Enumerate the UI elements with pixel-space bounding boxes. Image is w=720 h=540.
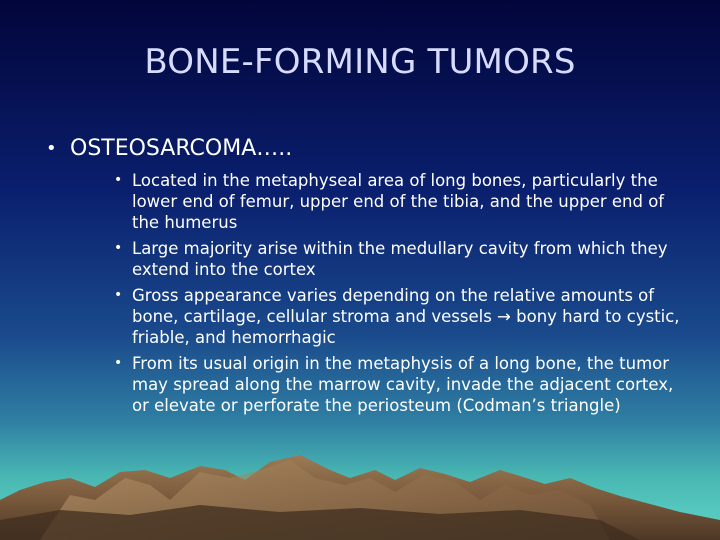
sub-bullet-list [112,170,684,421]
sub-bullet-item [112,238,684,280]
sub-bullet-text: Located in the metaphyseal area of long bones, particularly the lower end of femur, upper end of the tibia, and the upper end of the humerus [132,171,665,232]
main-bullet [46,136,292,161]
heading-text: OSTEOSARCOMA….. [70,136,293,161]
bullet-marker: • [114,240,123,256]
sub-bullet-item [112,353,684,416]
bullet-marker: • [114,355,123,371]
sub-bullet-item [112,285,684,348]
sub-bullet-text: Gross appearance varies depending on the relative amounts of bone, cartilage, cellular stroma and vessels → bony hard to cystic, friable, and hemorrhagic [132,286,680,347]
sub-bullet-text: Large majority arise within the medullary cavity from which they extend into the cortex [132,239,668,279]
sub-bullet-item [112,170,684,233]
slide-title: BONE-FORMING TUMORS [144,42,576,82]
bullet-marker: • [114,172,123,188]
bullet-marker: • [46,138,57,159]
sub-bullet-text: From its usual origin in the metaphysis of a long bone, the tumor may spread along the marrow cavity, invade the adjacent cortex, or elevate or perforate the periosteum (Codman’s triangle) [132,354,674,415]
bullet-marker: • [114,287,123,303]
